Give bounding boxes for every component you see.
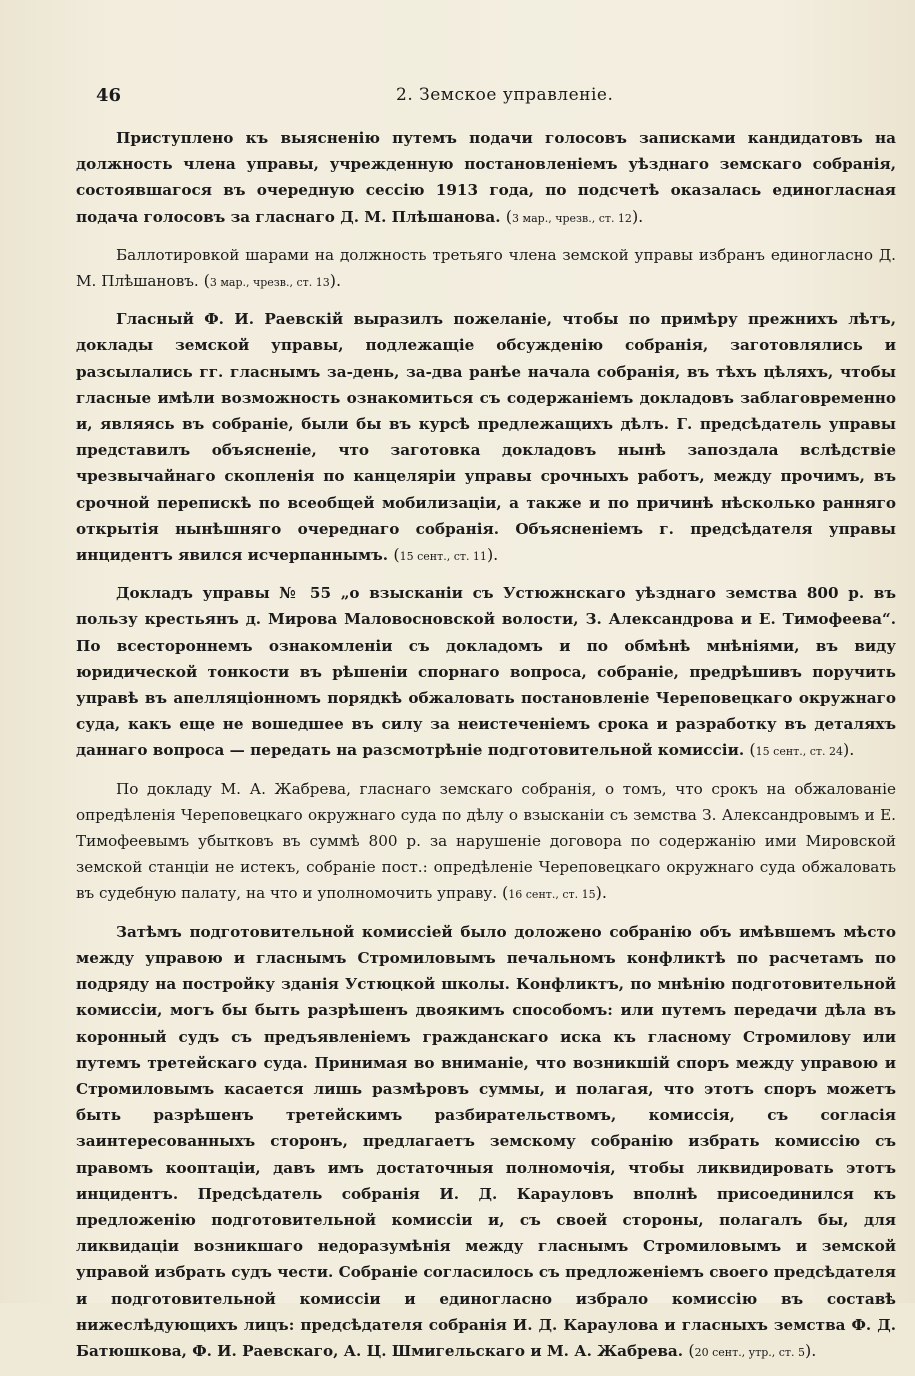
paragraph-5 <box>76 776 896 909</box>
body-text <box>76 125 896 1376</box>
paragraph-2 <box>76 242 896 296</box>
session-reference: ( 3 мар., чрезв., ст. 13 ). <box>204 276 341 289</box>
running-title: 2. Земское управленіе. <box>396 85 614 105</box>
paragraph-4 <box>76 580 896 765</box>
paragraph-1 <box>76 125 896 232</box>
paragraph-text: По докладу М. А. Жабрева, гласнаго земскаго собранія, о томъ, что срокъ на обжалованіе опредѣленія Череповецкаго окружнаго суда по дѣлу о взысканіи съ земства З. Александровымъ и Е. Тимофеевымъ убытковъ въ суммѣ 800 р. за нарушеніе договора по содержанію ими Мировской земской станціи не истекъ, собраніе пост.: опредѣленіе Череповецкаго окружнаго суда обжаловать въ судебную палату, на что и уполномочить управу. <box>76 779 896 903</box>
session-reference: ( 20 сент., утр., ст. 5 ). <box>688 1346 816 1359</box>
paragraph-text: Затѣмъ подготовительной комиссіей было доложено собранію объ имѣвшемъ мѣсто между управою и гласнымъ Стромиловымъ печальномъ конфликтѣ по расчетамъ по подряду на постройку зданія Устюцкой школы. Конфликтъ, по мнѣнію подготовительной комиссіи, могъ бы быть разрѣшенъ двоякимъ способомъ: или путемъ передачи дѣла въ коронный судъ съ предъявленіемъ гражданскаго иска къ гласному Стромилову или путемъ третейскаго суда. Принимая во вниманіе, что возникшій споръ между управою и Стромиловымъ касается лишь размѣровъ суммы, и полагая, что этотъ споръ можетъ быть разрѣшенъ третейскимъ разбирательствомъ, комиссія, съ согласія заинтересованныхъ сторонъ, предлагаетъ земскому собранію избрать комиссію съ правомъ кооптаціи, давъ имъ достаточныя полномочія, чтобы ликвидировать этотъ инцидентъ. Предсѣдатель собранія И. Д. Карауловъ вполнѣ присоединился къ предложенію подготовительной комиссіи и, съ своей стороны, полагалъ бы, для ликвидаціи возникшаго недоразумѣнія между гласнымъ Стромиловымъ и земской управой избрать судъ чести. Собраніе согласилось съ предложеніемъ своего предсѣдателя и подготовительной комиссіи и единогласно избрало комиссію въ составѣ нижеслѣдующихъ лицъ: предсѣдателя собранія И. Д. Караулова и гласныхъ земства Ф. Д. Батюшкова, Ф. И. Раевскаго, А. Ц. Шмигельскаго и М. А. Жабрева. <box>76 922 896 1360</box>
paragraph-text: Приступлено къ выясненію путемъ подачи голосовъ записками кандидатовъ на должность члена управы, учрежденную постановленіемъ уѣзднаго земскаго собранія, состоявшагося въ очередную сессію 1913 года, по подсчетѣ оказалась единогласная подача голосовъ за гласнаго Д. М. Плѣшанова. <box>76 129 896 226</box>
session-reference: ( 15 сент., ст. 11 ). <box>393 550 498 563</box>
paragraph-text: Докладъ управы № 55 „о взысканіи съ Устюжнскаго уѣзднаго земства 800 р. въ пользу крестьянъ д. Мирова Маловосновской волости, З. Александрова и Е. Тимофеева“. По всестороннемъ ознакомленіи съ докладомъ и по обмѣнѣ мнѣніями, въ виду юридической тонкости въ рѣшеніи спорнаго вопроса, собраніе, предрѣшивъ поручить управѣ въ апелляціонномъ порядкѣ обжаловать постановленіе Череповецкаго окружнаго суда, какъ еще не вошедшее въ силу за неистеченіемъ срока и разработку въ деталяхъ даннаго вопроса — передать на разсмотрѣніе подготовительной комиссіи. <box>76 584 896 760</box>
session-reference: ( 3 мар., чрезв., ст. 12 ). <box>506 212 643 225</box>
page-number: 46 <box>96 85 122 106</box>
paragraph-text: Гласный Ф. И. Раевскій выразилъ пожеланіе, чтобы по примѣру прежнихъ лѣтъ, доклады земской управы, подлежащіе обсужденію собранія, заготовлялись и разсылались гг. гласнымъ за-день, за-два ранѣе начала собранія, въ тѣхъ цѣляхъ, чтобы гласные имѣли возможность ознакомиться съ содержаніемъ докладовъ заблаговременно и, являясь въ собраніе, были бы въ курсѣ предлежащихъ дѣлъ. Г. предсѣдатель управы представилъ объясненіе, что заготовка докладовъ нынѣ запоздала вслѣдствіе чрезвычайнаго скопленія по канцеляріи управы срочныхъ работъ, между прочимъ, въ срочной перепискѣ по всеобщей мобилизаціи, а также и по причинѣ нѣсколько ранняго открытія нынѣшняго очереднаго собранія. Объясненіемъ г. предсѣдателя управы инцидентъ явился исчерпаннымъ. <box>76 310 896 565</box>
session-reference: ( 15 сент., ст. 24 ). <box>749 745 854 758</box>
paragraph-6 <box>76 919 896 1366</box>
page-header <box>96 85 896 109</box>
paragraph-3 <box>76 306 896 570</box>
paragraph-text: Баллотировкой шарами на должность третьяго члена земской управы избранъ единогласно Д. М. Плѣшановъ. <box>76 245 896 291</box>
session-reference: ( 16 сент., ст. 15 ). <box>502 888 607 901</box>
